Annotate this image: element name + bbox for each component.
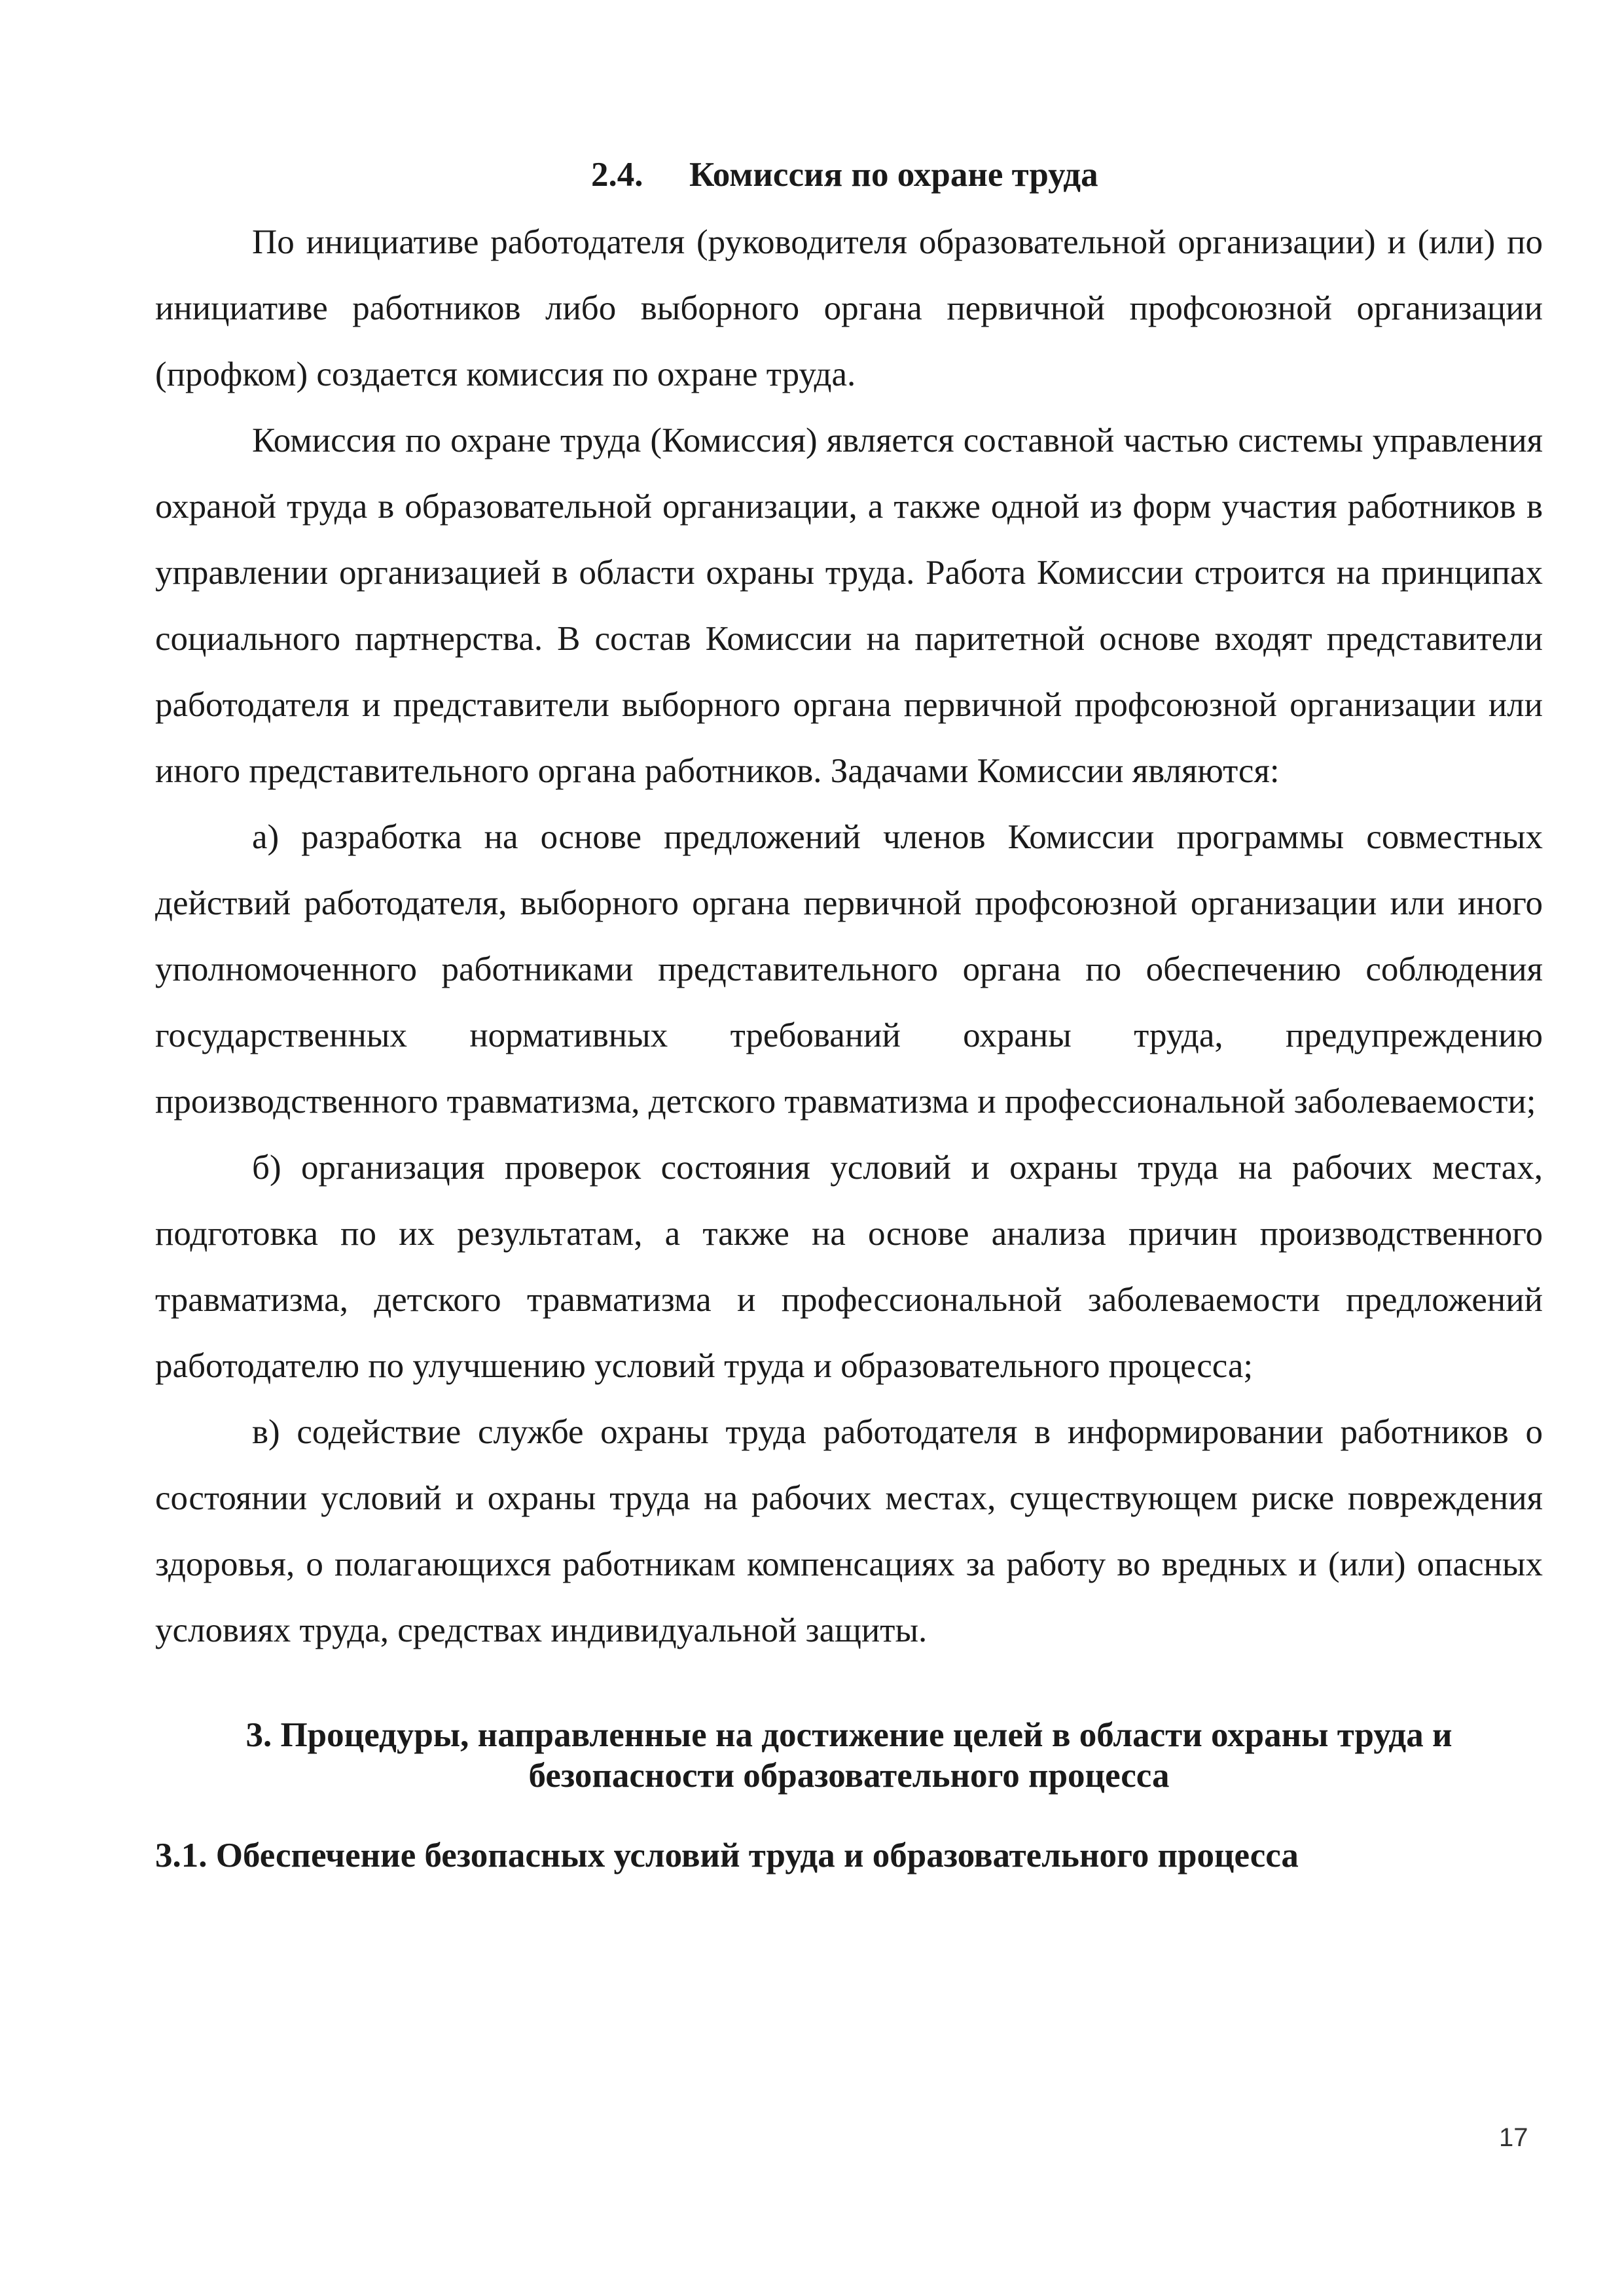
paragraph-task-c: в) содействие службе охраны труда работодателя в информировании работников о состоянии условий и охраны труда на рабочих местах, существующем риске повреждения здоровья, о полагающихся работникам компенсациях за работу во вредных и (или) опасных условиях труда, средствах индивидуальной защиты. bbox=[155, 1413, 1543, 1649]
section-3-heading-line2: безопасности образовательного процесса bbox=[528, 1757, 1170, 1795]
paragraph-initiative: По инициативе работодателя (руководителя образовательной организации) и (или) по инициативе работников либо выборного органа первичной профсоюзной организации (профком) создается комиссия по охране труда. bbox=[155, 223, 1543, 393]
paragraph-task-b: б) организация проверок состояния условий и охраны труда на рабочих местах, подготовка по их результатам, а также на основе анализа причин производственного травматизма, детского травматизма и профессиональной заболеваемости предложений работодателю по улучшению условий труда и образовательного процесса; bbox=[155, 1149, 1543, 1385]
section-3-1-heading: 3.1. Обеспечение безопасных условий труда и образовательного процесса bbox=[155, 1837, 1299, 1874]
section-2-4-heading bbox=[155, 152, 1543, 198]
section-3-heading-line1: 3. Процедуры, направленные на достижение целей в области охраны труда и bbox=[245, 1716, 1453, 1754]
section-3-heading bbox=[155, 1715, 1543, 1796]
section-2-4-title: Комиссия по охране труда bbox=[689, 156, 1098, 194]
section-2-4-number: 2.4. bbox=[591, 156, 643, 194]
page-number: 17 bbox=[1499, 2123, 1528, 2152]
paragraph-commission-description: Комиссия по охране труда (Комиссия) является составной частью системы управления охраной труда в образовательной организации, а также одной из форм участия работников в управлении организацией в области охраны труда. Работа Комиссии строится на принципах социального партнерства. В состав Комиссии на паритетной основе входят представители работодателя и представители выборного органа первичной профсоюзной организации или иного представительного органа работников. Задачами Комиссии являются: bbox=[155, 422, 1543, 790]
page-content bbox=[155, 152, 1543, 1876]
paragraph-task-a: а) разработка на основе предложений членов Комиссии программы совместных действий работодателя, выборного органа первичной профсоюзной организации или иного уполномоченного работниками представительного органа по обеспечению соблюдения государственных нормативных требований охраны труда, предупреждению производственного травматизма, детского травматизма и профессиональной заболеваемости; bbox=[155, 818, 1543, 1121]
